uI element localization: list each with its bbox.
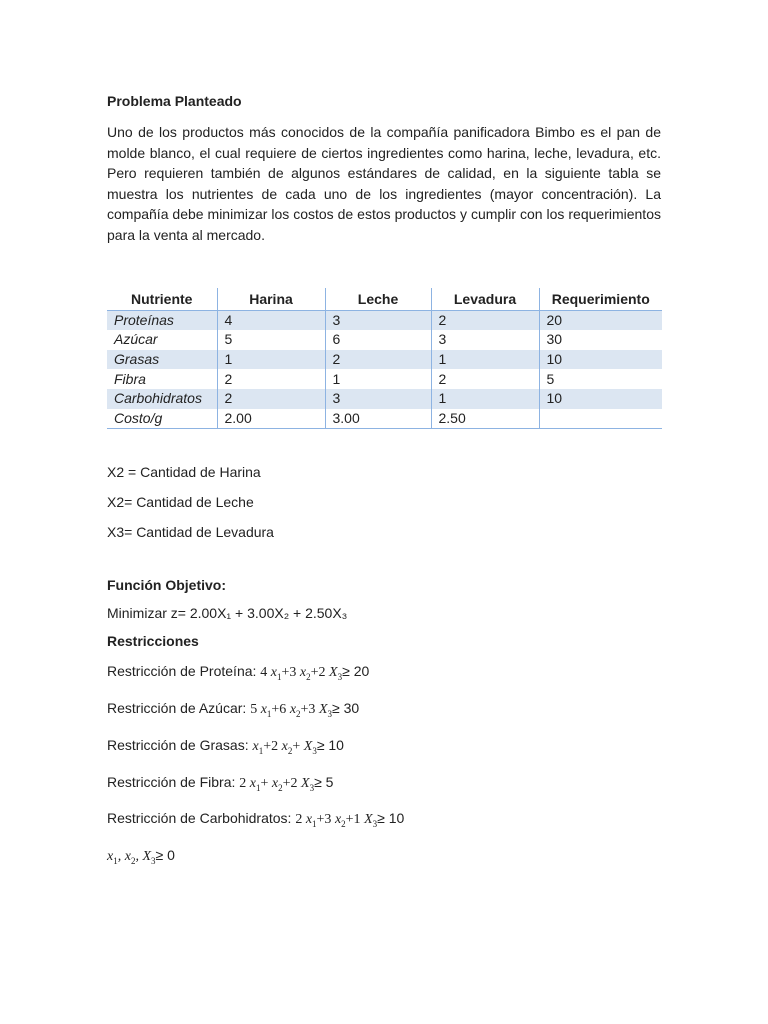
table-cell: 2 <box>431 369 539 389</box>
header-levadura: Levadura <box>431 288 539 311</box>
header-requerimiento: Requerimiento <box>539 288 662 311</box>
table-cell: 3.00 <box>325 409 431 429</box>
row-label: Proteínas <box>107 310 217 330</box>
table-header-row <box>107 288 662 311</box>
table-cell: 5 <box>217 330 325 350</box>
table-cell: 6 <box>325 330 431 350</box>
table-cell: 30 <box>539 330 662 350</box>
table-cell: 10 <box>539 350 662 370</box>
table-cell: 3 <box>325 389 431 409</box>
table-cell: 20 <box>539 310 662 330</box>
table-cell: 2.50 <box>431 409 539 429</box>
table-cell: 3 <box>325 310 431 330</box>
restriction-formula: 5 $x_1+6$ $x_2+3$ $X_3$ <box>250 701 332 719</box>
table-cell: 2 <box>325 350 431 370</box>
objective-heading: Función Objetivo: <box>107 577 226 594</box>
restriction-sugar: Restricción de Azúcar: 5 $x_1+6$ $x_2+3$ $X_3\ge 30$ <box>107 699 360 719</box>
document-content <box>107 92 661 871</box>
non-negativity: $x_1$, $x_2$, $X_3\ge 0$ <box>107 847 175 866</box>
restriction-formula: $x_1+2$ $x_2+ X_3$ <box>252 738 317 756</box>
restriction-fiber: Restricción de Fibra: 2 $x_1+ x_2+2$ $X_3\ge 5$ <box>107 773 334 793</box>
table-cell: 3 <box>431 330 539 350</box>
variable-definitions <box>107 463 661 542</box>
objective-function: Minimizar z= 2.00X₁ + 3.00X₂ + 2.50X₃ <box>107 605 348 622</box>
table-cell: 2.00 <box>217 409 325 429</box>
table-cell: 2 <box>217 389 325 409</box>
intro-paragraph: Uno de los productos más conocidos de la compañía panificadora Bimbo es el pan de molde blanco, el cual requiere de ciertos ingredientes como harina, leche, levadura, etc. Pero requieren también de algunos estándares de calidad, en la siguiente tabla se muestra los nutrientes de cada uno de los ingredientes (mayor concentración). La compañía debe minimizar los costos de estos productos y cumplir con los requerimientos para la venta al mercado. <box>107 124 661 243</box>
table-cell: 5 <box>539 369 662 389</box>
restriction-formula: 4 $x_1+3$ $x_2+2$ $X_3$ <box>260 665 343 682</box>
variable-line: X3= Cantidad de Levadura <box>107 524 274 541</box>
restriction-carbs: Restricción de Carbohidratos: 2 $x_1+3$ $x_2+1$ $X_3\ge 10$ <box>107 810 405 830</box>
table-row <box>107 369 662 389</box>
table-row <box>107 389 662 409</box>
table-row <box>107 330 662 350</box>
variable-line: X2 = Cantidad de Harina <box>107 464 261 481</box>
table-cell: 2 <box>431 310 539 330</box>
row-label: Costo/g <box>107 409 217 429</box>
variable-line: X2= Cantidad de Leche <box>107 494 254 511</box>
table-row <box>107 310 662 330</box>
table-cell: 1 <box>217 350 325 370</box>
header-leche: Leche <box>325 288 431 311</box>
restriction-formula: 2 $x_1+3$ $x_2+1$ $X_3$ <box>295 812 378 830</box>
nutrient-table <box>107 288 662 430</box>
table-cell: 4 <box>217 310 325 330</box>
restriction-fat: Restricción de Grasas: $x_1+2$ $x_2+ X_3\ge 10$ <box>107 736 344 756</box>
table-cell: 1 <box>325 369 431 389</box>
header-nutriente: Nutriente <box>107 288 217 311</box>
table-row <box>107 409 662 429</box>
header-harina: Harina <box>217 288 325 311</box>
restriction-protein: Restricción de Proteína: 4 $x_1+3$ $x_2+2$ $X_3\ge 20$ <box>107 663 370 682</box>
table-cell: 1 <box>431 389 539 409</box>
problem-title: Problema Planteado <box>107 93 242 109</box>
row-label: Carbohidratos <box>107 389 217 409</box>
table-row <box>107 350 662 370</box>
restrictions-heading: Restricciones <box>107 633 199 650</box>
table-cell <box>539 409 662 429</box>
row-label: Azúcar <box>114 331 158 348</box>
restriction-formula: 2 $x_1+ x_2+2$ $X_3$ <box>239 775 315 793</box>
row-label: Grasas <box>107 350 217 370</box>
table-cell: 2 <box>217 369 325 389</box>
table-cell: 10 <box>539 389 662 409</box>
non-negativity-formula: $x_1$, $x_2$, $X_3$ <box>107 849 156 866</box>
row-label: Fibra <box>114 370 146 387</box>
table-cell: 1 <box>431 350 539 370</box>
